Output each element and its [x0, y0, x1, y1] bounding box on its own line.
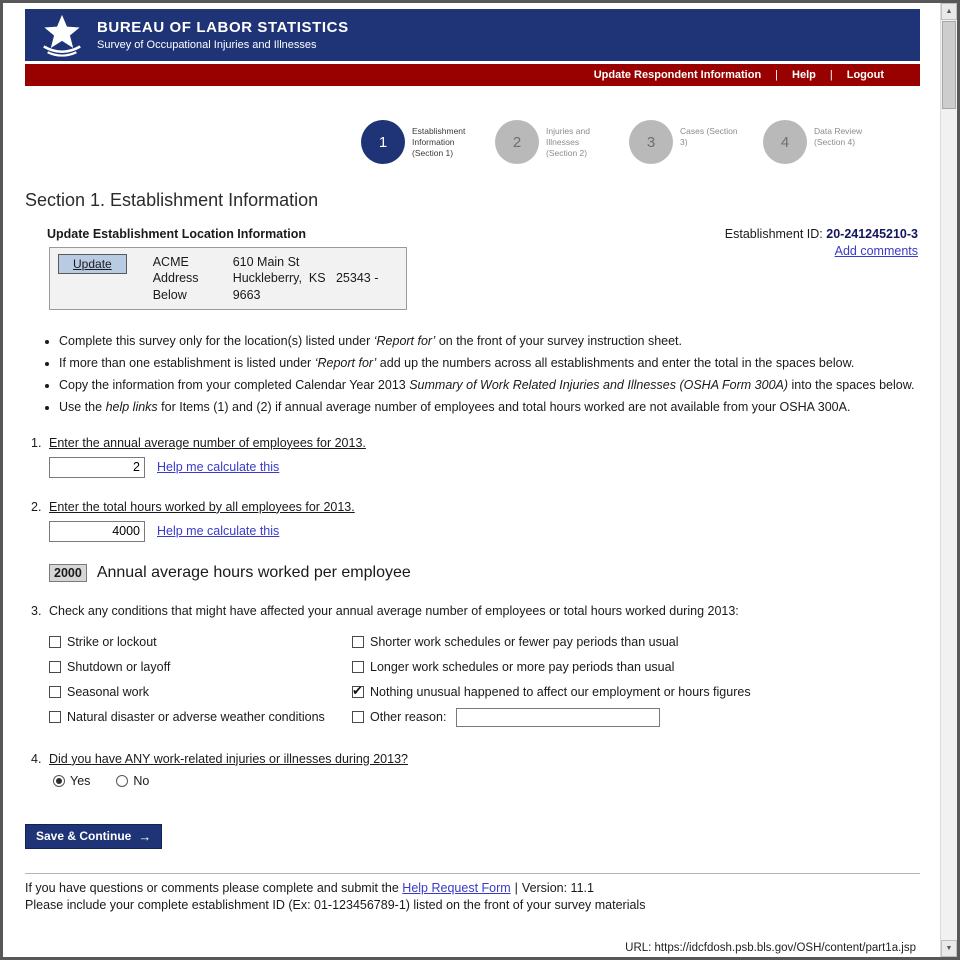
step-1-circle: 1	[361, 120, 405, 164]
footer-text: If you have questions or comments please complete and submit the	[25, 880, 403, 895]
footer-divider-char: |	[514, 880, 518, 895]
instruction-item	[59, 356, 920, 370]
question-3	[25, 604, 920, 730]
instruction-text: If more than one establishment is listed under	[59, 355, 315, 370]
header-text	[97, 19, 349, 51]
step-data-review	[763, 120, 881, 164]
address-line: Huckleberry, KS 25343 -	[232, 271, 379, 286]
nav-divider: |	[775, 69, 779, 81]
step-2-label: Injuries and Illnesses (Section 2)	[546, 126, 590, 159]
q4-label-link[interactable]: Did you have ANY work-related injuries or illnesses during 2013?	[49, 751, 408, 766]
q4-head	[31, 752, 920, 766]
radio-no[interactable]	[116, 775, 128, 787]
progress-steps	[361, 120, 920, 164]
vertical-scrollbar[interactable]	[940, 3, 957, 957]
q1-number: 1.	[31, 435, 42, 450]
radio-yes[interactable]	[53, 775, 65, 787]
instruction-emphasis: Summary of Work Related Injuries and Illnesses (OSHA Form 300A)	[409, 377, 789, 392]
establishment-id-value: 20-241245210-3	[826, 227, 918, 241]
derived-hours-row	[49, 564, 920, 582]
step-3-label: Cases (Section 3)	[680, 126, 738, 148]
checkbox-label: Natural disaster or adverse weather conditions	[67, 710, 325, 725]
q2-number: 2.	[31, 499, 42, 514]
step-cases	[629, 120, 747, 164]
checkbox-label: Shutdown or layoff	[67, 660, 171, 675]
instruction-text: Complete this survey only for the location(s) listed under	[59, 333, 374, 348]
condition-option	[49, 680, 352, 705]
step-4-circle: 4	[763, 120, 807, 164]
q4-number: 4.	[31, 751, 42, 766]
q1-label: Enter the annual average number of employees for 2013.	[49, 435, 366, 450]
footer-line-2: Please include your complete establishment ID (Ex: 01-123456789-1) listed on the front of your survey materials	[25, 897, 646, 912]
condition-option	[49, 630, 352, 655]
q2-help-link[interactable]: Help me calculate this	[157, 524, 280, 539]
q1-body	[49, 457, 920, 478]
establishment-id-row	[725, 227, 918, 241]
q4-options	[53, 774, 920, 788]
logout-link[interactable]: Logout	[846, 69, 884, 81]
checkbox-strike-or-lockout[interactable]	[49, 636, 61, 648]
condition-option	[352, 630, 751, 655]
step-3-circle: 3	[629, 120, 673, 164]
checkbox-label: Nothing unusual happened to affect our employment or hours figures	[370, 685, 751, 700]
instruction-item	[59, 334, 920, 348]
save-continue-label: Save & Continue	[36, 829, 132, 844]
q1-head	[31, 436, 920, 450]
nav-divider: |	[829, 69, 833, 81]
location-box	[49, 247, 407, 310]
instruction-emphasis: help links	[105, 399, 158, 414]
conditions-right-column	[352, 630, 751, 730]
condition-option	[352, 655, 751, 680]
other-reason-input[interactable]	[456, 708, 660, 727]
establishment-name: ACME Address Below	[152, 255, 199, 302]
footer-version: Version: 11.1	[521, 880, 594, 895]
instruction-item	[59, 400, 920, 414]
step-1-label: Establishment Information (Section 1)	[412, 126, 466, 159]
radio-option-yes[interactable]	[53, 774, 90, 788]
checkbox-shorter-schedules[interactable]	[352, 636, 364, 648]
step-4-label: Data Review (Section 4)	[814, 126, 863, 148]
step-2-circle: 2	[495, 120, 539, 164]
condition-option-other	[352, 705, 751, 730]
conditions-grid	[49, 630, 920, 730]
condition-option	[49, 655, 352, 680]
checkbox-other-reason[interactable]	[352, 711, 364, 723]
bls-header	[25, 9, 920, 61]
scroll-up-button[interactable]: ▲	[941, 3, 957, 20]
q3-head	[31, 604, 920, 618]
checkbox-natural-disaster[interactable]	[49, 711, 61, 723]
bls-logo-icon	[39, 12, 85, 58]
address-line: 9663	[232, 287, 261, 302]
establishment-id-label: Establishment ID:	[724, 227, 823, 241]
radio-label: Yes	[70, 773, 91, 788]
conditions-left-column	[49, 630, 352, 730]
step-establishment-information	[361, 120, 479, 164]
checkbox-label: Shorter work schedules or fewer pay periods than usual	[370, 635, 679, 650]
scrollbar-thumb[interactable]	[942, 21, 956, 109]
q3-label: Check any conditions that might have affected your annual average number of employees or total hours worked during 2013:	[49, 603, 739, 618]
checkbox-label: Strike or lockout	[67, 635, 157, 650]
establishment-info-row	[25, 227, 920, 310]
instruction-text: Use the	[59, 399, 106, 414]
survey-subtitle: Survey of Occupational Injuries and Illnesses	[97, 39, 317, 51]
page-footer	[25, 873, 920, 912]
condition-option	[49, 705, 352, 730]
save-continue-button[interactable]	[25, 824, 162, 849]
question-4	[25, 752, 920, 788]
add-comments-link[interactable]: Add comments	[834, 244, 918, 258]
radio-label: No	[133, 773, 150, 788]
instruction-emphasis: ‘Report for’	[373, 333, 436, 348]
checkbox-seasonal-work[interactable]	[49, 686, 61, 698]
status-bar-url: URL: https://idcfdosh.psb.bls.gov/OSH/content/part1a.jsp	[625, 942, 916, 954]
q2-body	[49, 521, 920, 542]
page-title: Section 1. Establishment Information	[25, 190, 319, 210]
average-hours-label: Annual average hours worked per employee	[96, 563, 411, 581]
establishment-address	[233, 254, 395, 303]
q2-label: Enter the total hours worked by all employees for 2013.	[49, 499, 355, 514]
condition-option	[352, 680, 751, 705]
update-respondent-info-link[interactable]: Update Respondent Information	[593, 69, 762, 81]
address-line: 610 Main St	[232, 255, 300, 269]
average-hours-value: 2000	[49, 564, 87, 582]
page	[3, 3, 940, 957]
checkbox-shutdown-or-layoff[interactable]	[49, 661, 61, 673]
checkbox-label: Longer work schedules or more pay periods than usual	[370, 660, 675, 675]
instruction-emphasis: ‘Report for’	[314, 355, 377, 370]
help-link[interactable]: Help	[792, 69, 816, 81]
q1-help-link[interactable]: Help me calculate this	[157, 460, 280, 475]
instruction-text: for Items (1) and (2) if annual average number of employees and total hours worked are not available from your OSHA 300A.	[157, 399, 851, 414]
checkbox-label: Other reason:	[370, 710, 447, 725]
step-injuries-illnesses	[495, 120, 613, 164]
employees-input[interactable]	[49, 457, 145, 478]
scroll-down-button[interactable]: ▼	[941, 940, 957, 957]
checkbox-label: Seasonal work	[67, 685, 149, 700]
establishment-id-block	[725, 227, 920, 258]
checkbox-longer-schedules[interactable]	[352, 661, 364, 673]
arrow-right-icon: →	[138, 828, 152, 844]
q2-head	[31, 500, 920, 514]
location-block	[25, 227, 407, 310]
question-2	[25, 500, 920, 542]
instruction-item	[59, 378, 920, 392]
instruction-text: on the front of your survey instruction sheet.	[435, 333, 682, 348]
q3-number: 3.	[31, 603, 42, 618]
instruction-text: add up the numbers across all establishments and enter the total in the spaces below.	[376, 355, 855, 370]
help-request-form-link[interactable]: Help Request Form	[402, 880, 511, 895]
update-location-heading: Update Establishment Location Information	[47, 227, 307, 241]
update-address-button[interactable]: Update	[58, 254, 127, 274]
checkbox-nothing-unusual[interactable]	[352, 686, 364, 698]
utility-nav	[25, 64, 920, 86]
question-1	[25, 436, 920, 478]
instruction-text: into the spaces below.	[788, 377, 915, 392]
instructions-list	[59, 334, 920, 414]
instruction-text: Copy the information from your completed Calendar Year 2013	[59, 377, 410, 392]
radio-option-no[interactable]	[116, 774, 149, 788]
total-hours-input[interactable]	[49, 521, 145, 542]
agency-title: BUREAU OF LABOR STATISTICS	[97, 19, 349, 36]
footer-line-1	[25, 881, 920, 895]
